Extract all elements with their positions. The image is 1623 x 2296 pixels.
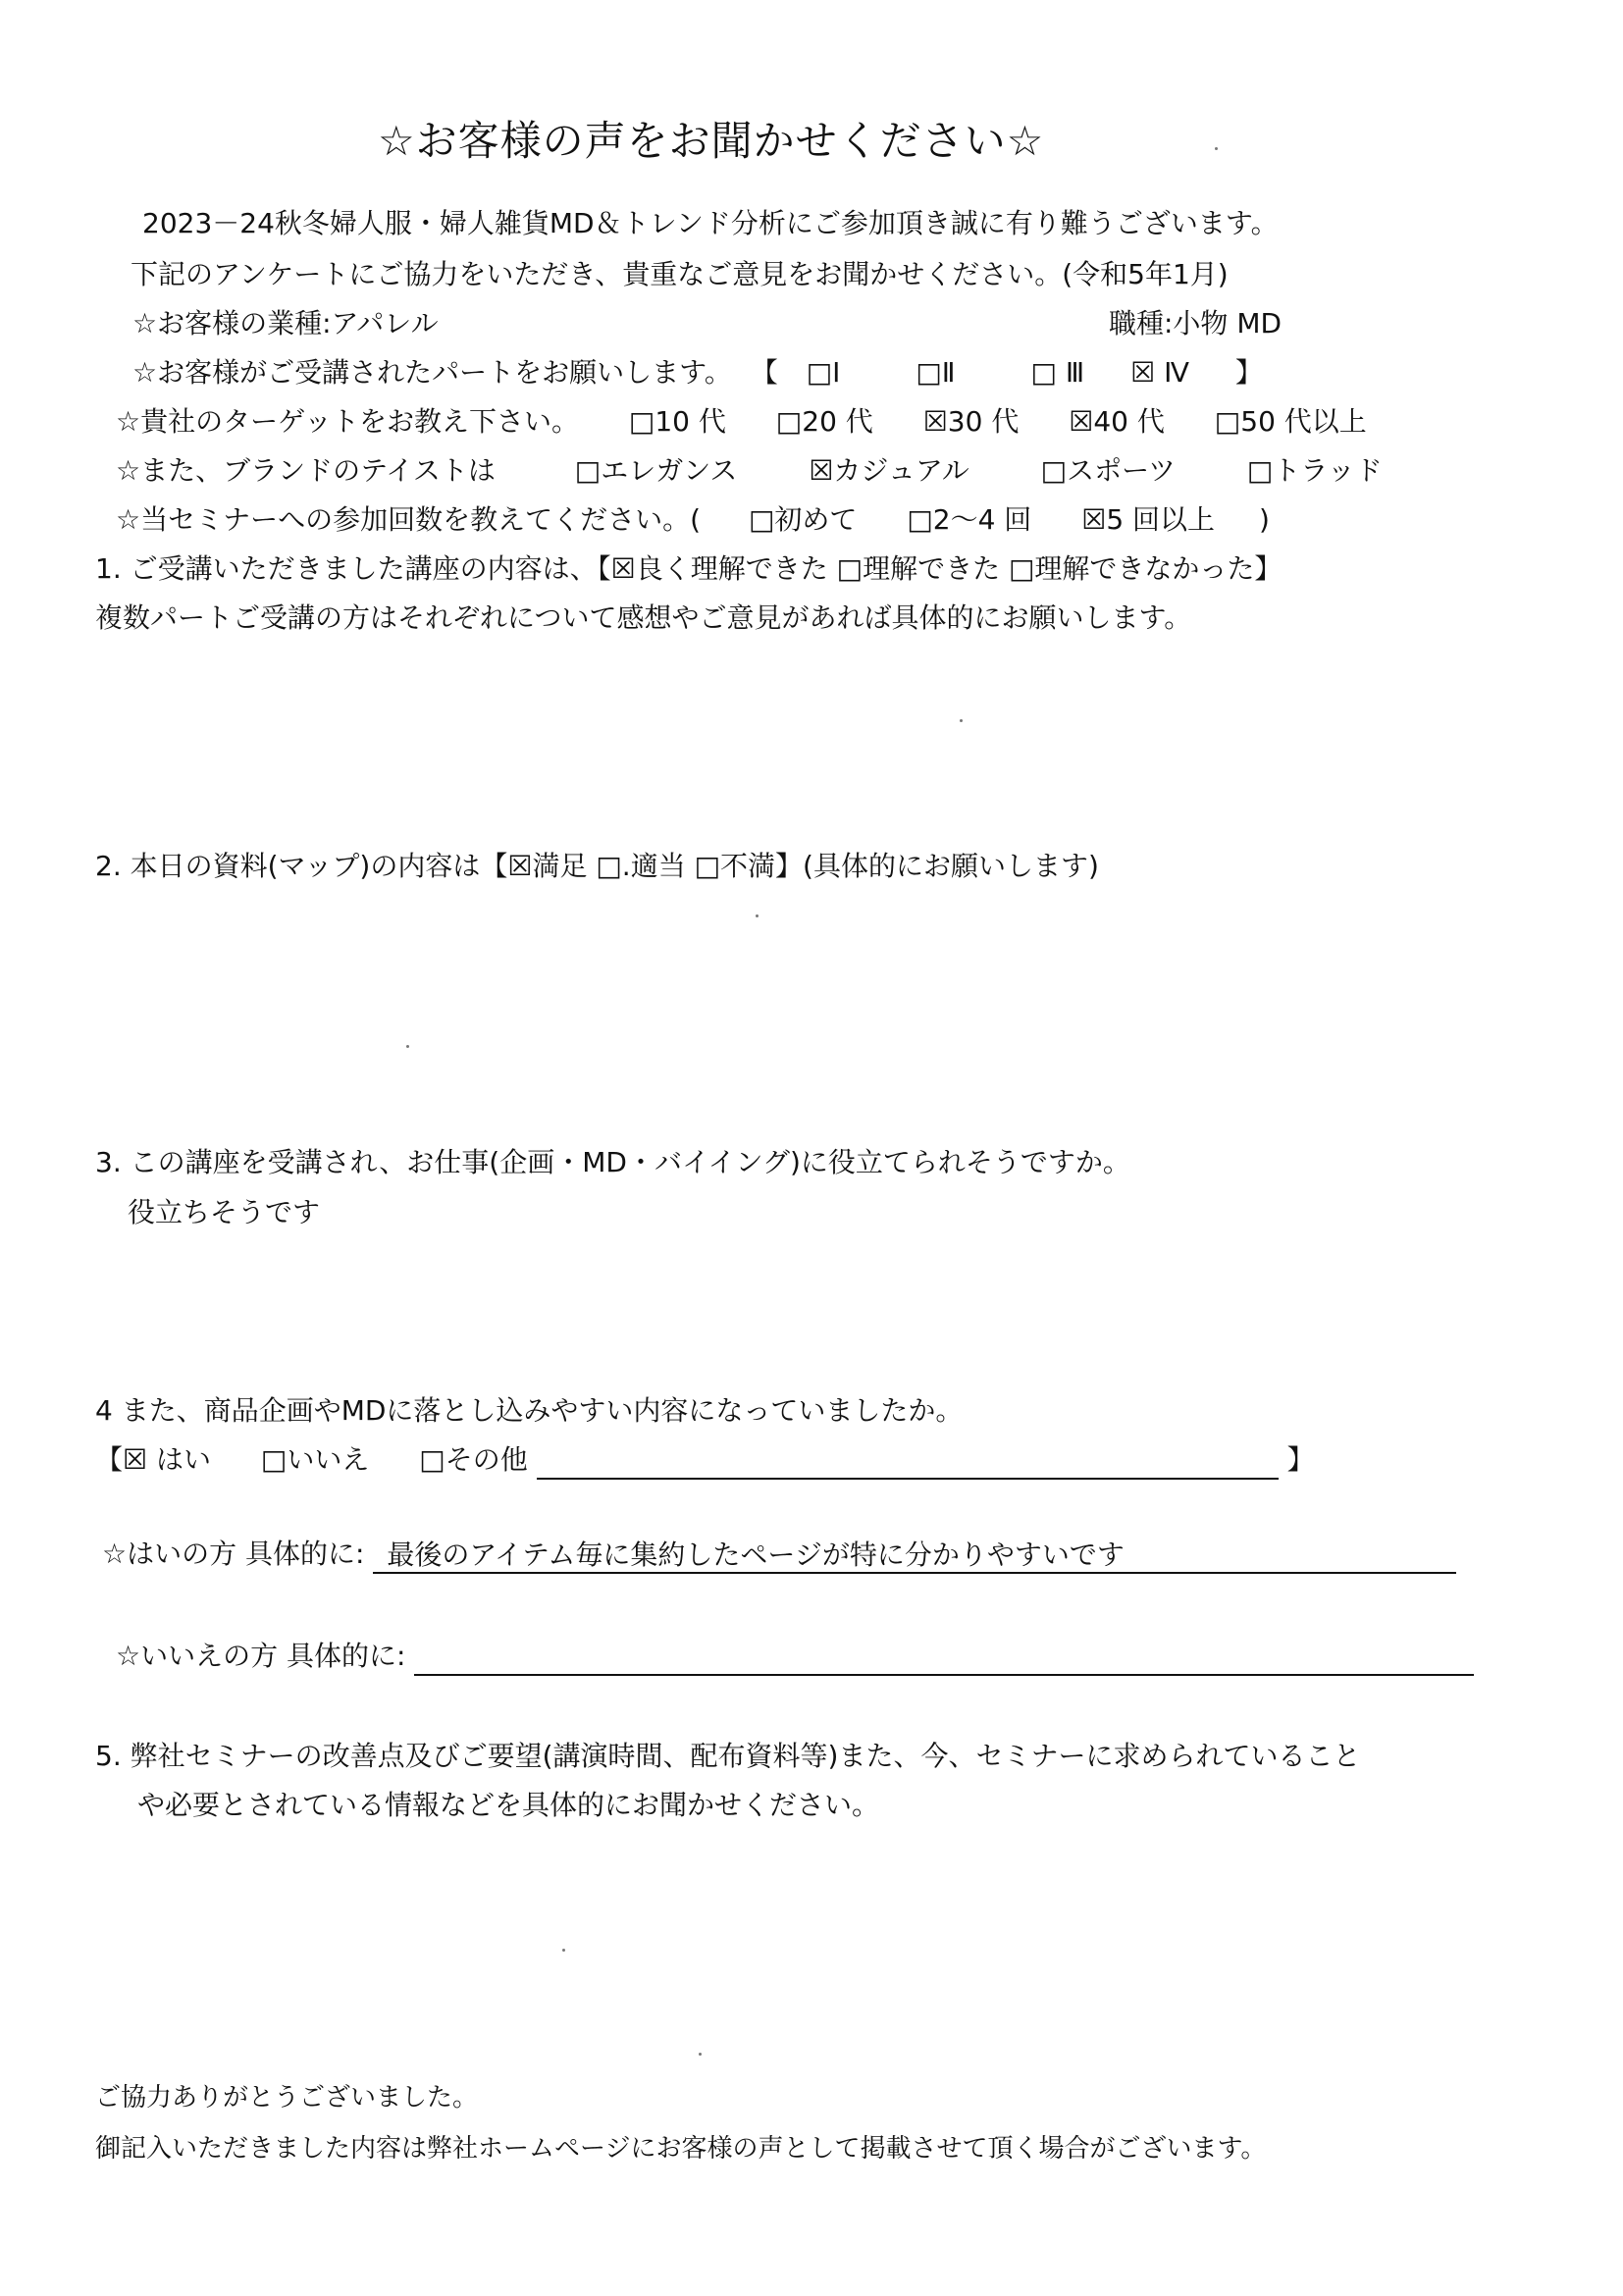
scan-speck [960, 719, 963, 722]
question-3-answer: 役立ちそうです [128, 1196, 321, 1228]
taste-label: ☆また、ブランドのテイストは [116, 454, 496, 487]
scan-speck [699, 2053, 702, 2056]
question-5-line-2: や必要とされている情報などを具体的にお聞かせください。 [137, 1789, 880, 1821]
part-4-checkbox[interactable]: ☒ Ⅳ [1130, 356, 1189, 389]
taste-row [116, 451, 1383, 491]
scan-speck [756, 914, 759, 917]
q4-other-checkbox[interactable]: □その他 [419, 1443, 528, 1476]
question-2: 2. 本日の資料(マップ)の内容は【☒満足 □.適当 □不満】(具体的にお願いします) [95, 850, 1099, 882]
part-2-checkbox[interactable]: □Ⅱ [916, 356, 956, 389]
scan-speck [1215, 147, 1218, 150]
count-5plus-checkbox[interactable]: ☒5 回以上 [1081, 503, 1216, 536]
target-label: ☆貴社のターゲットをお教え下さい。 [116, 405, 579, 438]
target-20s-checkbox[interactable]: □20 代 [775, 405, 873, 438]
target-30s-checkbox[interactable]: ☒30 代 [922, 405, 1020, 438]
target-10s-checkbox[interactable]: □10 代 [628, 405, 726, 438]
target-40s-checkbox[interactable]: ☒40 代 [1069, 405, 1165, 438]
q4-bracket-close: 】 [1286, 1443, 1315, 1476]
parts-bracket-open: 【 [750, 356, 778, 389]
count-2to4-checkbox[interactable]: □2～4 回 [907, 503, 1032, 536]
question-1: 1. ご受講いただきました講座の内容は、【☒良く理解できた □理解できた □理解できなかった】 [95, 552, 1283, 585]
q4-no-row [116, 1637, 1474, 1676]
question-4-options [95, 1440, 1315, 1480]
parts-label: ☆お客様がご受講されたパートをお願いします。 [132, 356, 732, 389]
taste-casual-checkbox[interactable]: ☒カジュアル [809, 454, 969, 487]
count-first-checkbox[interactable]: □初めて [748, 503, 858, 536]
part-1-checkbox[interactable]: □Ⅰ [806, 356, 841, 389]
taste-trad-checkbox[interactable]: □トラッド [1246, 454, 1383, 487]
survey-title: ☆お客様の声をお聞かせください☆ [378, 117, 1045, 165]
intro-line-2: 下記のアンケートにご協力をいただき、貴重なご意見をお聞かせください。(令和5年1月) [131, 258, 1229, 290]
q4-no-label: ☆いいえの方 具体的に: [116, 1640, 406, 1672]
target-50s-checkbox[interactable]: □50 代以上 [1214, 405, 1367, 438]
count-bracket-close: ) [1258, 503, 1270, 536]
target-row [116, 402, 1367, 442]
count-row [116, 500, 1270, 540]
part-3-checkbox[interactable]: □ Ⅲ [1030, 356, 1085, 389]
job-field: 職種:小物 MD [1109, 307, 1283, 339]
question-3: 3. この講座を受講され、お仕事(企画・MD・バイイング)に役立てられそうですか。 [95, 1146, 1130, 1178]
industry-field: ☆お客様の業種:アパレル [132, 307, 439, 339]
q4-yes-answer-field[interactable]: 最後のアイテム毎に集約したページが特に分かりやすいです [373, 1539, 1456, 1574]
q4-no-checkbox[interactable]: □いいえ [260, 1443, 370, 1476]
scan-speck [406, 1045, 409, 1048]
intro-line-1: 2023－24秋冬婦人服・婦人雑貨MD＆トレンド分析にご参加頂き誠に有り難うございます。 [142, 207, 1279, 239]
taste-sports-checkbox[interactable]: □スポーツ [1040, 454, 1176, 487]
parts-row [132, 353, 1263, 392]
scan-speck [562, 1949, 565, 1952]
q4-yes-checkbox[interactable]: 【☒ はい [95, 1443, 212, 1476]
question-1-sub: 複数パートご受講の方はそれぞれについて感想やご意見があれば具体的にお願いします。 [95, 601, 1192, 634]
footer-note: 御記入いただきました内容は弊社ホームページにお客様の声として掲載させて頂く場合がございます。 [95, 2134, 1267, 2164]
footer-thanks: ご協力ありがとうございました。 [95, 2083, 479, 2113]
q4-other-field[interactable] [537, 1444, 1279, 1480]
q4-yes-row [102, 1535, 1456, 1574]
parts-bracket-close: 】 [1234, 356, 1263, 389]
q4-no-answer-field[interactable] [414, 1641, 1474, 1676]
q4-yes-label: ☆はいの方 具体的に: [102, 1538, 365, 1570]
question-4: 4 また、商品企画やMDに落とし込みやすい内容になっていましたか。 [95, 1394, 964, 1427]
question-5-line-1: 5. 弊社セミナーの改善点及びご要望(講演時間、配布資料等)また、今、セミナーに求められていること [95, 1740, 1361, 1772]
taste-elegance-checkbox[interactable]: □エレガンス [574, 454, 738, 487]
count-label: ☆当セミナーへの参加回数を教えてください。( [116, 503, 702, 536]
